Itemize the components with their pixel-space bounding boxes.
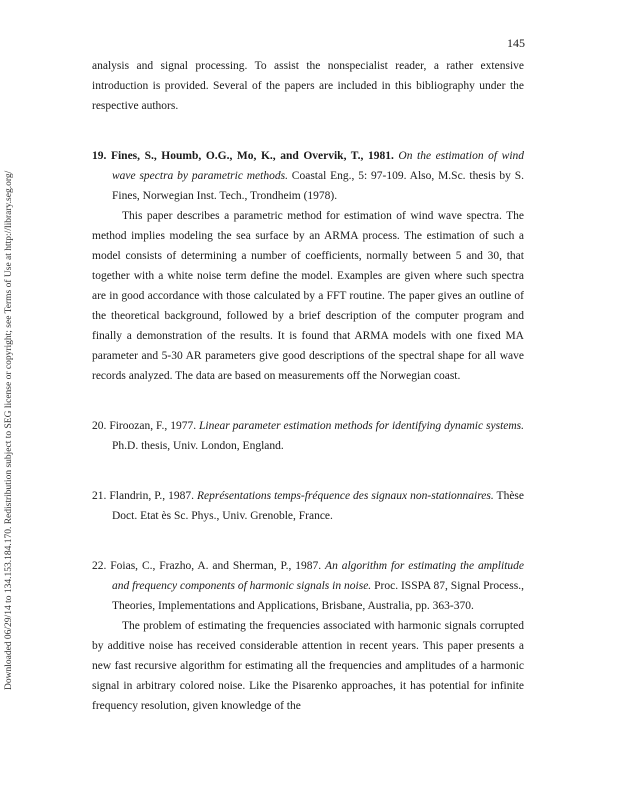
entry-number: 21. bbox=[92, 490, 107, 502]
entry-title: An algorithm for estimating the amplitude and frequency components of harmonic signals in noise. bbox=[112, 560, 524, 592]
entry-citation bbox=[92, 416, 524, 456]
entry-citation bbox=[92, 486, 524, 526]
entry-authors: Foias, C., Frazho, A. and Sherman, P., 1987. bbox=[110, 560, 322, 572]
entry-title: Linear parameter estimation methods for identifying dynamic systems. bbox=[199, 420, 525, 432]
page-body bbox=[92, 56, 524, 716]
entry-title: On the estimation of wind wave spectra by parametric methods. bbox=[112, 150, 525, 182]
entry-citation bbox=[92, 146, 524, 206]
entry-authors: Fines, S., Houmb, O.G., Mo, K., and Overvik, T., 1981. bbox=[110, 150, 394, 162]
entry-abstract: The problem of estimating the frequencies associated with harmonic signals corrupted by additive noise has received considerable attention in recent years. This paper presents a new fast recursive algorithm for estimating all the frequencies and amplitudes of a harmonic signal in arbitrary colored noise. Like the Pisarenko approaches, it has potential for infinite frequency resolution, given knowledge of the bbox=[92, 620, 524, 712]
entry-authors: Flandrin, P., 1987. bbox=[109, 490, 194, 502]
entry-authors: Firoozan, F., 1977. bbox=[109, 420, 197, 432]
page-number: 145 bbox=[507, 36, 525, 50]
entry-source: Proc. ISSPA 87, Signal Process., Theories, Implementations and Applications, Brisbane, Australia, pp. 363-370. bbox=[112, 580, 524, 612]
bibliography-entry-21 bbox=[92, 486, 524, 526]
entry-source: Thèse Doct. Etat ès Sc. Phys., Univ. Grenoble, France. bbox=[112, 490, 525, 522]
entry-number: 22. bbox=[92, 560, 107, 572]
entry-citation bbox=[92, 556, 524, 616]
bibliography-entry-20 bbox=[92, 416, 524, 456]
entry-source: Coastal Eng., 5: 97-109. Also, M.Sc. thesis by S. Fines, Norwegian Inst. Tech., Trondheim (1978). bbox=[112, 170, 524, 202]
entry-number: 20. bbox=[92, 420, 107, 432]
bibliography-entry-22 bbox=[92, 556, 524, 716]
entry-source: Ph.D. thesis, Univ. London, England. bbox=[112, 440, 284, 452]
entry-title: Représentations temps-fréquence des signaux non-stationnaires. bbox=[196, 490, 494, 502]
intro-paragraph: analysis and signal processing. To assist the nonspecialist reader, a rather extensive introduction is provided. Several of the papers are included in this bibliography under the respective authors. bbox=[92, 60, 524, 112]
entry-abstract: This paper describes a parametric method for estimation of wind wave spectra. The method implies modeling the sea surface by an ARMA process. The estimation of such a model consists of determining a number of coefficients, normally between 5 and 30, that together with a white noise term define the model. Examples are given where such spectra are in good accordance with those calculated by a FFT routine. The paper gives an outline of the theoretical background, followed by a brief description of the computer program and finally a demonstration of the results. It is found that ARMA models with one fixed MA parameter and 5-30 AR parameters give good descriptions of the spectral shape for all wave records analyzed. The data are based on measurements off the Norwegian coast. bbox=[92, 210, 524, 382]
entry-number: 19. bbox=[92, 150, 107, 162]
bibliography-entry-19 bbox=[92, 146, 524, 386]
download-notice: Downloaded 06/29/14 to 134.153.184.170. Redistribution subject to SEG license or copyright; see Terms of Use at http://library.seg.org/ bbox=[4, 170, 14, 690]
